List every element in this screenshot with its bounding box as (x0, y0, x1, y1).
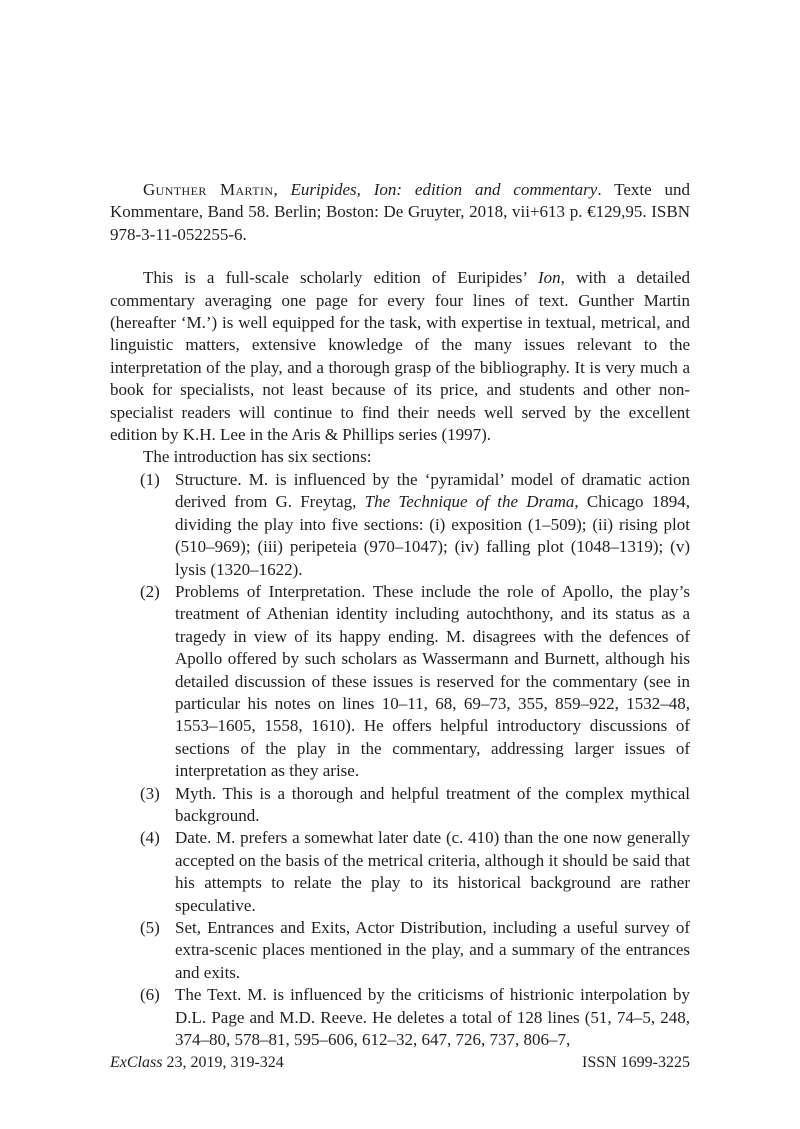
journal-volume-pages: 23, 2019, 319-324 (162, 1054, 284, 1071)
sections-lead-in: The introduction has six sections: (143, 447, 372, 467)
list-item (110, 917, 690, 984)
list-item (110, 984, 690, 1051)
list-item-number: (4) (140, 828, 160, 848)
play-title: Ion (537, 268, 561, 288)
list-item-number: (3) (140, 783, 160, 803)
list-item (110, 783, 690, 828)
list-item-number: (1) (140, 469, 160, 489)
list-item (110, 469, 690, 581)
list-item-text: Myth. This is a thorough and helpful treatment of the complex mythical background. (175, 783, 690, 825)
journal-volume-citation (110, 1054, 284, 1072)
cited-work-title: The Technique of the Drama (364, 492, 575, 512)
list-item (110, 581, 690, 783)
list-item-number: (2) (140, 581, 160, 601)
list-item-text: The Text. M. is influenced by the criticisms of histrionic interpolation by D.L. Page and M.D. Reeve. He deletes a total of 128 lines (51, 74–5, 248, 374–80, 578–81, 595–606, 612–32, 647, 726, 737, 806–7, (175, 985, 690, 1050)
page-footer (110, 1054, 690, 1072)
citation-separator: , (273, 180, 291, 199)
journal-name: ExClass (110, 1054, 163, 1071)
list-item-number: (6) (140, 985, 160, 1005)
list-item-text: , Chicago 1894, dividing the play into five sections: (i) exposition (1–509); (ii) rising plot (510–969); (iii) peripeteia (970–1047); (iv) falling plot (1048–1319); (v) lysis (1320–1622). (175, 492, 690, 579)
issn-number: ISSN 1699-3225 (581, 1054, 690, 1071)
list-item-number: (5) (140, 918, 160, 937)
list-item (110, 827, 690, 917)
introduction-sections-list (110, 469, 690, 1052)
book-citation (110, 179, 690, 246)
citation-author: Gunther Martin (143, 180, 274, 199)
citation-publication-details: . Texte und Kommentare, Band 58. Berlin; Boston: De Gruyter, 2018, vii+613 p. €129,95. ISBN 978-3-11-052255-6. (110, 180, 690, 244)
review-text-block (110, 179, 690, 1051)
paragraph-text: , with a detailed commentary averaging one page for every four lines of text. Gunther Martin (hereafter ‘M.’) is well equipped for the task, with expertise in textual, metrical, and linguistic matters, extensive knowledge of the many issues relevant to the interpretation of the play, and a thorough grasp of the bibliography. It is very much a book for specialists, not least because of its price, and students and other non-specialist readers will continue to find their needs well served by the excellent edition by K.H. Lee in the Aris & Phillips series (1997). (110, 268, 691, 445)
list-item-text: Structure. M. is influenced by the ‘pyramidal’ model of dramatic action derived from G. Freytag, (175, 469, 690, 512)
review-opening-paragraph (110, 267, 690, 446)
list-item-text: Problems of Interpretation. These include the role of Apollo, the play’s treatment of Athenian identity including autochthony, and its status as a tragedy in view of its happy ending. M. disagrees with the defences of Apollo offered by such scholars as Wassermann and Burnett, although his detailed discussion of these issues is reserved for the commentary (see in particular his notes on lines 10–11, 68, 69–73, 355, 859–922, 1532–48, 1553–1605, 1558, 1610). He offers helpful introductory discussions of sections of the play in the commentary, addressing larger issues of interpretation as they arise. (175, 581, 690, 781)
list-item-text: Set, Entrances and Exits, Actor Distribution, including a useful survey of extra-scenic places mentioned in the play, and a summary of the entrances and exits. (175, 918, 690, 982)
paragraph-text: This is a full-scale scholarly edition of Euripides’ (143, 268, 538, 288)
list-item-text: Date. M. prefers a somewhat later date (c. 410) than the one now generally accepted on the basis of the metrical criteria, although it should be said that his attempts to relate the play to its historical background are rather speculative. (175, 828, 690, 915)
citation-book-title: Euripides, Ion: edition and commentary (290, 180, 598, 199)
